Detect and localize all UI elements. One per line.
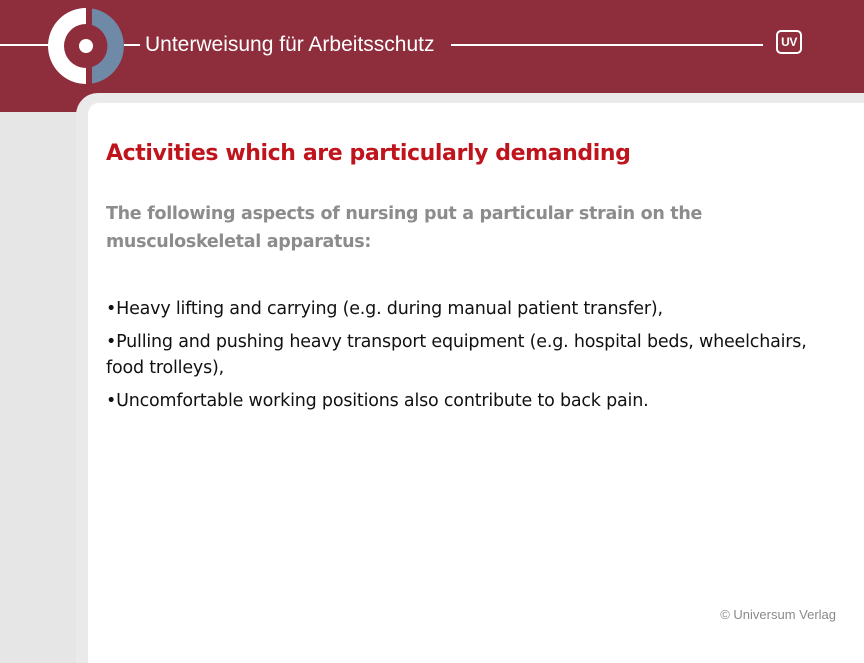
slide-intro: The following aspects of nursing put a particular strain on the musculoskeletal apparatus: bbox=[106, 204, 703, 252]
bullet-item: •Uncomfortable working positions also contribute to back pain. bbox=[106, 391, 649, 411]
bullet-item: •Pulling and pushing heavy transport equipment (e.g. hospital beds, wheelchairs, food trolleys), bbox=[106, 332, 807, 378]
uv-badge-icon: UV bbox=[776, 30, 802, 54]
copyright-notice: © Universum Verlag bbox=[720, 607, 836, 622]
header-divider-right bbox=[451, 44, 763, 46]
header-divider-mid bbox=[124, 44, 140, 46]
circle-logo-icon bbox=[44, 4, 128, 88]
header-title: Unterweisung für Arbeitsschutz bbox=[145, 33, 435, 56]
slide-title: Activities which are particularly demanding bbox=[106, 141, 631, 166]
bullet-item: •Heavy lifting and carrying (e.g. during manual patient transfer), bbox=[106, 299, 663, 319]
bullet-list bbox=[106, 296, 826, 421]
